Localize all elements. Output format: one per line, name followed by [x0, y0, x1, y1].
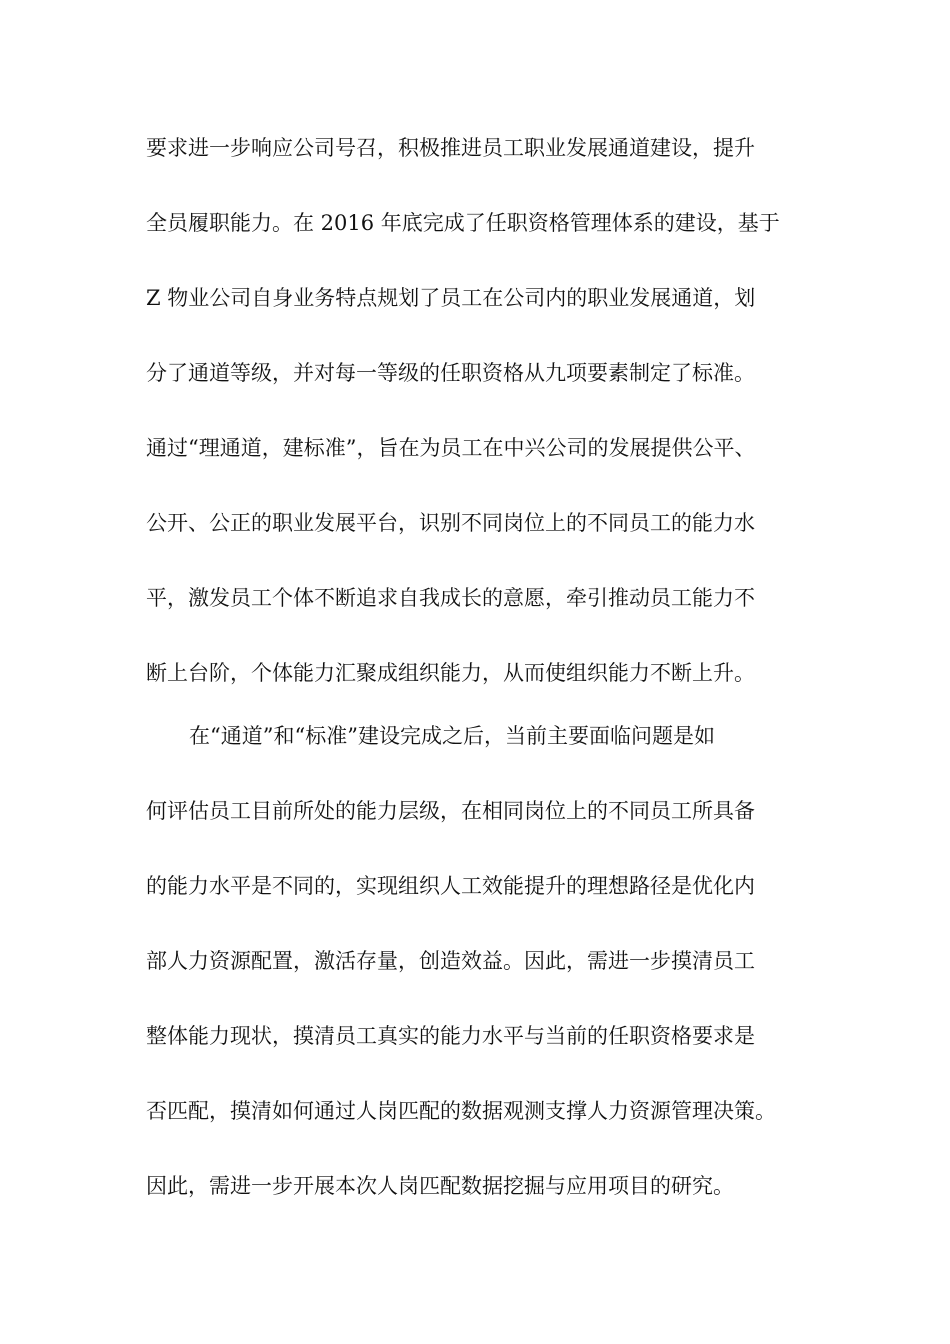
paragraph-line-5: 通过“理通道，建标准”，旨在为员工在中兴公司的发展提供公平、 [146, 436, 756, 460]
paragraph-line-7: 平，激发员工个体不断追求自我成长的意愿，牵引推动员工能力不 [146, 586, 755, 610]
paragraph-line-14: 否匹配，摸清如何通过人岗匹配的数据观测支撑人力资源管理决策。 [146, 1099, 776, 1123]
paragraph-line-6: 公开、公正的职业发展平台，识别不同岗位上的不同员工的能力水 [146, 511, 755, 535]
paragraph-line-11: 的能力水平是不同的，实现组织人工效能提升的理想路径是优化内 [146, 874, 755, 898]
paragraph-line-10: 何评估员工目前所处的能力层级，在相同岗位上的不同员工所具备 [146, 799, 755, 823]
paragraph-line-9: 在“通道”和“标准”建设完成之后，当前主要面临问题是如 [189, 724, 715, 748]
paragraph-line-4: 分了通道等级，并对每一等级的任职资格从九项要素制定了标准。 [146, 361, 755, 385]
paragraph-line-1: 要求进一步响应公司号召，积极推进员工职业发展通道建设，提升 [146, 136, 755, 160]
paragraph-line-8: 断上台阶，个体能力汇聚成组织能力，从而使组织能力不断上升。 [146, 661, 755, 685]
paragraph-line-3: Z 物业公司自身业务特点规划了员工在公司内的职业发展通道，划 [146, 286, 756, 310]
paragraph-line-2: 全员履职能力。在 2016 年底完成了任职资格管理体系的建设，基于 [146, 211, 780, 235]
paragraph-line-12: 部人力资源配置，激活存量，创造效益。因此，需进一步摸清员工 [146, 949, 755, 973]
paragraph-line-15: 因此，需进一步开展本次人岗匹配数据挖掘与应用项目的研究。 [146, 1174, 734, 1198]
paragraph-line-13: 整体能力现状，摸清员工真实的能力水平与当前的任职资格要求是 [146, 1024, 755, 1048]
